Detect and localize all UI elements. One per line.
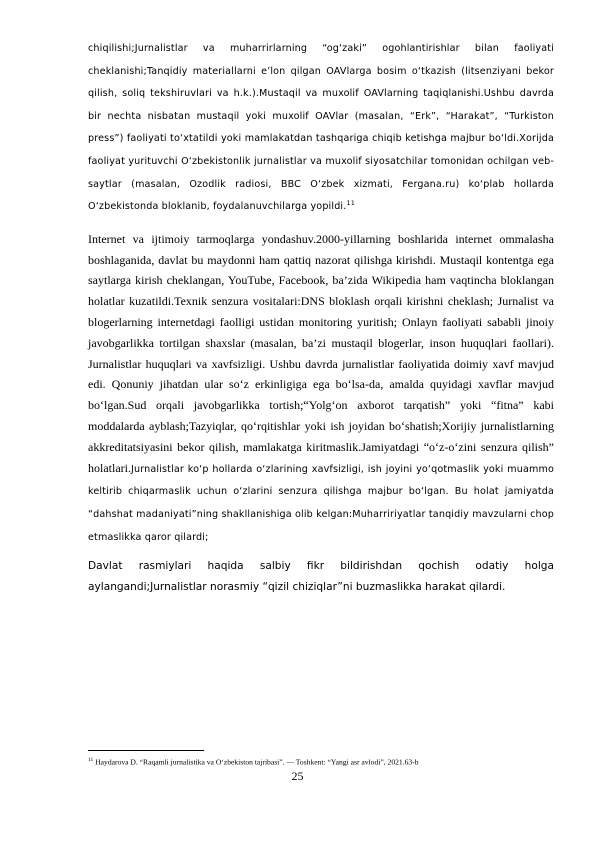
- paragraph-2: [88, 229, 554, 549]
- footnote-reference[interactable]: 11: [346, 198, 356, 207]
- footnote-number: 11: [88, 757, 94, 763]
- footnote: [88, 755, 554, 768]
- footnote-divider: [88, 750, 204, 751]
- paragraph-3: Davlat rasmiylari haqida salbiy fikr bildirishdan qochish odatiy holga aylangandi;Jurnalistlar norasmiy “qizil chiziqlar”ni buzmaslikka harakat qilardi.: [88, 559, 554, 594]
- document-body: [88, 38, 554, 599]
- paragraph-1-text: chiqilishi;Jurnalistlar va muharrirlarning “og‘zaki” ogohlantirishlar bilan faoliyati cheklanishi;Tanqidiy materiallarni e’lon qilgan OAVlarga bosim o‘tkazish (litsenziyani bekor qilish, soliq tekshiruvlari va h.k.).Mustaqil va muxolif OAVlarning taqiqlanishi.Ushbu davrda bir nechta nisbatan mustaqil yoki muxolif OAVlar (masalan, “Erk”, “Harakat”, “Turkiston press”) faoliyati to‘xtatildi yoki mamlakatdan tashqariga chiqib ketishga majbur bo‘ldi.Xorijda faoliyat yurituvchi O‘zbekistonlik jurnalistlar va muxolif siyosatchilar tomonidan ochilgan veb-saytlar (masalan, Ozodlik radiosi, BBC O‘zbek xizmati, Fergana.ru) ko‘plab hollarda O‘zbekistonda bloklanib, foydalanuvchilarga yopildi.: [88, 43, 554, 213]
- footnote-text: Haydarova D. “Raqamli jurnalistika va O‘zbekiston tajribasi”. — Toshkent: “Yangi asr avlodi”, 2021.63-b: [93, 757, 419, 767]
- paragraph-1: [88, 38, 554, 219]
- page-number: 25: [291, 769, 304, 783]
- paragraph-2-text: Internet va ijtimoiy tarmoqlarga yondashuv.2000-yillarning boshlarida internet ommalasha boshlaganida, davlat bu maydonni ham qattiq nazorat qilishga kirishdi. Mustaqil kontentga ega saytlarga kirish cheklangan, YouTube, Facebook, ba’zida Wikipedia ham vaqtincha bloklangan holatlar kuzatildi.Texnik senzura vositalari:DNS bloklash orqali kirishni cheklash; Jurnalist va blogerlarning internetdagi faolligi ustidan monitoring yuritish; Onlayn faoliyati sababli jinoiy javobgarlikka tortilgan shaxslar (masalan, ba’zi mustaqil blogerlar, inson huquqlari faollari). Jurnalistlar huquqlari va xavfsizligi. Ushbu davrda jurnalistlar faoliyatida doimiy xavf mavjud edi. Qonuniy jihatdan ular so‘z erkinligiga ega bo‘lsa-da, amalda quyidagi xavflar mavjud bo‘lgan.Sud orqali javobgarlikka tortish;“Yolg‘on axborot tarqatish” yoki “fitna” kabi moddalarda ayblash;Tazyiqlar, qo‘rqitishlar yoki ish joyidan bo‘shatish;Xorijiy jurnalistlarning akkreditatsiyasini bekor qilish, mamlakatga kiritmaslik.Jamiyatdagi “o‘z-o‘zini senzura qilish” holatlari.: [88, 231, 554, 475]
- paragraph-2-tail: Jurnalistlar ko‘p hollarda o‘zlarining xavfsizligi, ish joyini yo‘qotmaslik yoki muammo keltirib chiqarmaslik uchun o‘zlarini senzura qilishga majbur bo‘lgan. Bu holat jamiyatda “dahshat madaniyati”ning shakllanishiga olib kelgan:Muharririyatlar tanqidiy mavzularni chop etmaslikka qaror qilardi;: [88, 463, 554, 543]
